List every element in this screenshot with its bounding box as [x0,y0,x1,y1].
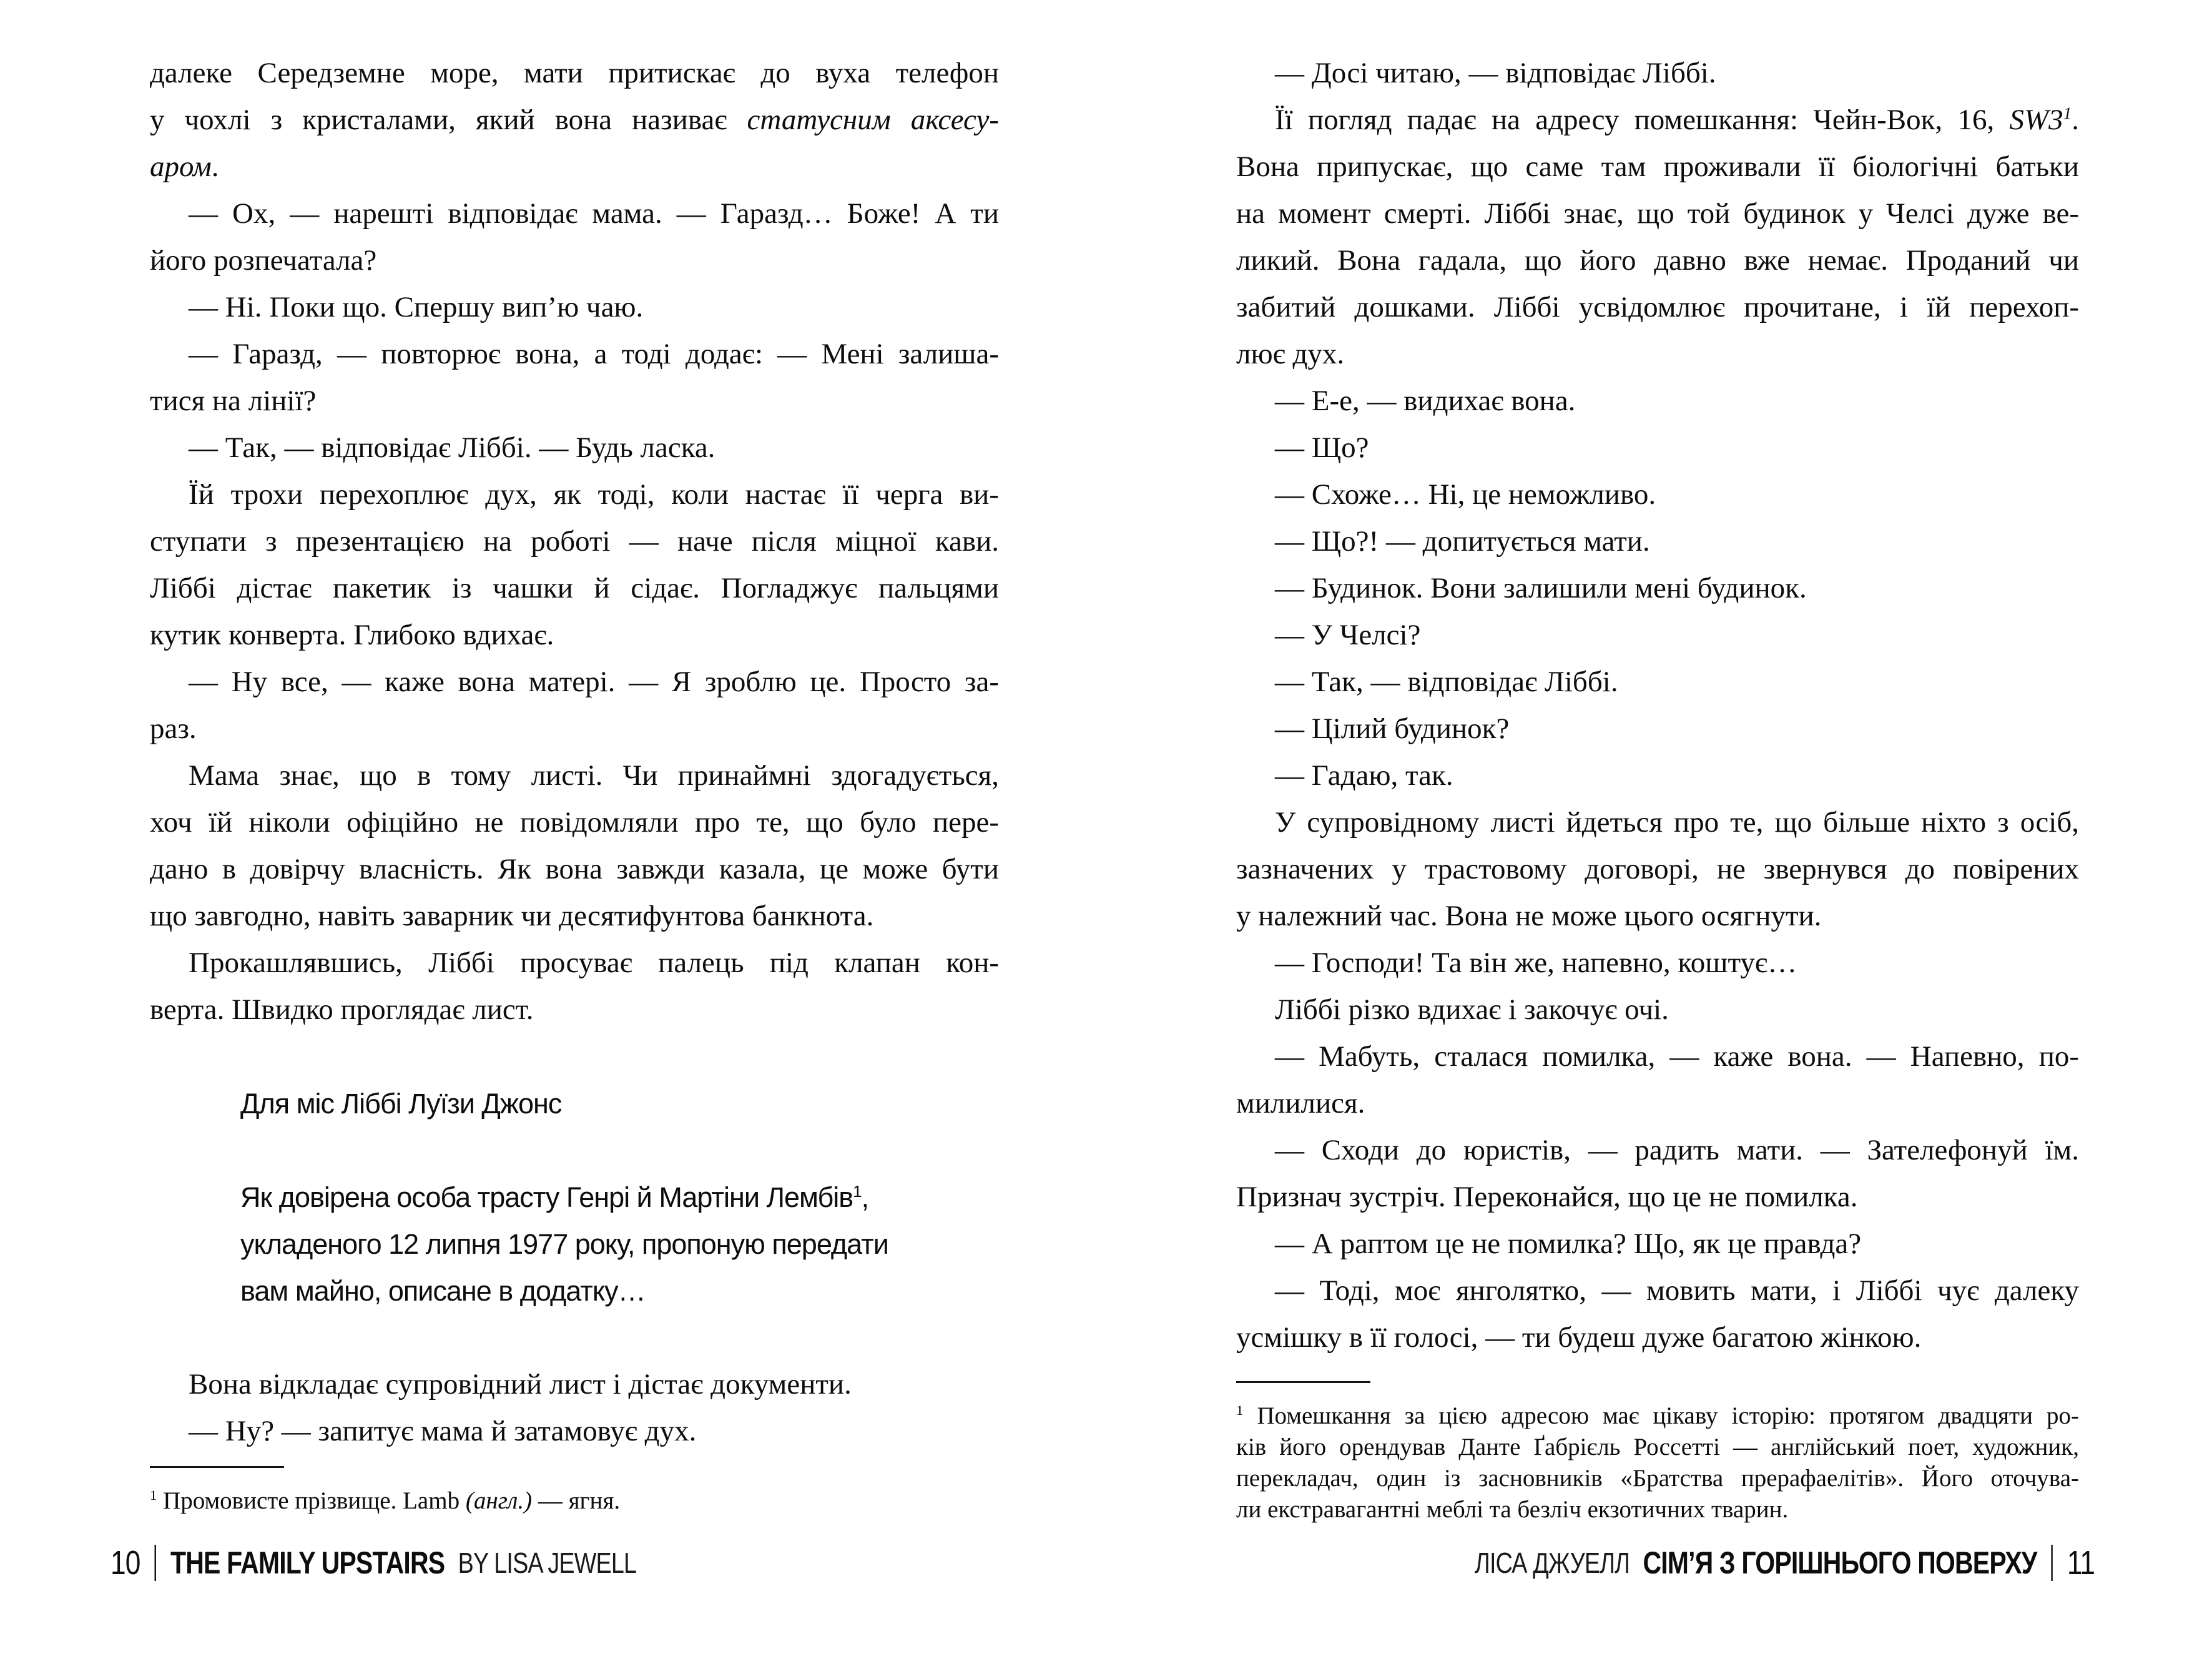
text-line: — У Челсі? [1275,619,1421,651]
text-line: — А раптом це не помилка? Що, як це правда? [1275,1228,1862,1260]
text-line: Для міс Ліббі Луїзи Джонс [240,1088,562,1120]
text-line: Мама знає, що в тому листі. Чи принаймні здогадується, [189,759,999,792]
footer-divider [155,1545,156,1581]
text-line: — Ох, — нарешті відповідає мама. — Гаразд… Боже! А ти [189,197,999,230]
text-line: дано в довірчу власність. Як вона завжди казала, це може бути [150,853,999,885]
paragraph [1236,1221,2079,1268]
text-line: верта. Швидко проглядає лист. [150,993,534,1026]
paragraph [150,471,999,659]
footer-left [111,1541,636,1585]
text-line: тися на лінії? [150,385,317,417]
letter-paragraph [150,1080,999,1127]
text-line: забитий дошками. Ліббі усвідомлює прочитане, і їй перехоп- [1236,291,2079,323]
paragraph [1236,987,2079,1033]
text-line: — Цілий будинок? [1275,712,1510,745]
text-line: милилися. [1236,1087,1365,1120]
text-line: його розпечатала? [150,244,377,277]
text-line: $^1$ Промовисте прізвище. Lamb (англ.) — ягня. [150,1487,621,1514]
page-number: 11 [2067,1544,2095,1582]
text-line: — Будинок. Вони залишили мені будинок. [1275,572,1807,604]
paragraph [1236,378,2079,425]
paragraph [1236,565,2079,612]
book-byline: BY LISA JEWELL [458,1547,637,1579]
paragraph [1236,940,2079,987]
book-title: THE FAMILY UPSTAIRS [170,1545,445,1580]
text-line: Ліббі різко вдихає і закочує очі. [1275,993,1669,1026]
page-right [1106,0,2212,1659]
paragraph [150,190,999,284]
paragraph [1236,471,2079,518]
text-line: ків його орендував Данте Ґабрієль Россетті — англійський поет, художник, [1236,1434,2079,1460]
text-line: ступати з презентацією на роботі — наче після міцної кави. [150,525,999,558]
text-line: далеке Середземне море, мати притискає до вуха телефон [150,57,999,89]
text-line: — Що? [1275,431,1369,464]
book-author: ЛІСА ДЖУЕЛЛ [1474,1547,1630,1579]
text-line: кутик конверта. Глибоко вдихає. [150,619,554,651]
text-line: — Сходи до юристів, — радить мати. — Зателефонуй їм. [1275,1134,2079,1166]
paragraph [1236,50,2079,97]
paragraph [150,659,999,752]
text-line: Признач зустріч. Переконайся, що це не помилка. [1236,1181,1858,1213]
text-line: — Схоже… Ні, це неможливо. [1275,478,1656,511]
paragraph [1236,1268,2079,1361]
text-line: аром. [150,150,219,183]
paragraph [1236,1033,2079,1127]
paragraph [1236,706,2079,752]
paragraph [150,1361,999,1408]
text-line: — Е-е, — видихає вона. [1275,385,1576,417]
text-line: Її погляд падає на адресу помешкання: Чейн-Вок, 16, $SW3^1$. [1275,104,2079,136]
text-line: ли екстравагантні меблі та безліч екзотичних тварин. [1236,1496,1789,1523]
paragraph [150,1408,999,1455]
text-line: — Тоді, моє янголятко, — мовить мати, і Ліббі чує далеку [1275,1274,2079,1307]
text-line: $^1$ Помешкання за цією адресою має цікаву історію: протягом двадцяти ро- [1236,1402,2079,1429]
text-line: хоч їй ніколи офіційно не повідомляли про те, що було пере- [150,806,999,839]
paragraph [1236,518,2079,565]
footnote-lines [150,1485,999,1517]
text-line: що завгодно, навіть заварник чи десятифунтова банкнота. [150,900,874,932]
footnote-left [150,1466,999,1517]
page-number: 10 [111,1544,140,1582]
text-line: Вона припускає, що саме там проживали її біологічні батьки [1236,150,2079,183]
text-line: — Досі читаю, — відповідає Ліббі. [1275,57,1716,89]
paragraph [150,50,999,190]
text-line: у належний час. Вона не може цього осягнути. [1236,900,1822,932]
footer-right [1475,1541,2095,1585]
text-line: лює дух. [1236,338,1345,370]
text-line: Їй трохи перехоплює дух, як тоді, коли настає її черга ви- [189,478,999,511]
paragraph [150,752,999,940]
text-line: — Гадаю, так. [1275,759,1453,792]
letter-paragraph [150,1174,999,1314]
text-line: ликий. Вона гадала, що його давно вже немає. Проданий чи [1236,244,2079,277]
text-line: — Мабуть, сталася помилка, — каже вона. — Напевно, по- [1275,1040,2079,1073]
text-line: зазначених у трастовому договорі, не звернувся до повірених [1236,853,2079,885]
text-line: — Так, — відповідає Ліббі. [1275,666,1618,698]
text-line: вам майно, описане в додатку… [240,1275,646,1307]
footnote-rule [1236,1381,1370,1383]
book-title-localized: СІМ’Я З ГОРІШНЬОГО ПОВЕРХУ [1643,1545,2037,1580]
text-line: раз. [150,712,197,745]
page-left-body [150,50,999,1455]
text-line: — Господи! Та він же, напевно, коштує… [1275,947,1797,979]
paragraph [150,425,999,471]
text-line: Ліббі дістає пакетик із чашки й сідає. Погладжує пальцями [150,572,999,604]
footnote-right [1236,1381,2079,1525]
text-line: — Ну? — запитує мама й затамовує дух. [189,1415,697,1447]
paragraph [1236,659,2079,706]
paragraph [1236,97,2079,378]
paragraph [150,940,999,1033]
paragraph [1236,799,2079,940]
footnote-rule [150,1466,284,1468]
text-line: — Ну все, — каже вона матері. — Я зроблю це. Просто за- [189,666,999,698]
text-line: — Ні. Поки що. Спершу вип’ю чаю. [189,291,644,323]
paragraph [150,284,999,331]
page-right-body [1236,50,2079,1361]
text-line: укладеного 12 липня 1977 року, пропоную передати [240,1228,888,1260]
text-line: У супровідному листі йдеться про те, що більше ніхто з осіб, [1275,806,2079,839]
text-line: — Так, — відповідає Ліббі. — Будь ласка. [189,431,715,464]
text-line: Вона відкладає супровідний лист і дістає документи. [189,1368,852,1401]
paragraph [1236,612,2079,659]
text-line: у чохлі з кристалами, який вона називає статусним аксесу- [150,104,999,136]
text-line: Прокашлявшись, Ліббі просуває палець під клапан кон- [189,947,999,979]
text-line: — Гаразд, — повторює вона, а тоді додає: — Мені залиша- [189,338,999,370]
text-line: — Що?! — допитується мати. [1275,525,1650,558]
footnote-lines [1236,1401,2079,1525]
paragraph [150,331,999,425]
footer-divider [2051,1545,2052,1581]
text-line: перекладач, один із засновників «Братства прерафаелітів». Його оточува- [1236,1465,2079,1492]
paragraph [1236,425,2079,471]
text-line: на момент смерті. Ліббі знає, що той будинок у Челсі дуже ве- [1236,197,2079,230]
paragraph [1236,752,2079,799]
paragraph [1236,1127,2079,1221]
text-line: Як довірена особа трасту Генрі й Мартіни Лембів$^1$, [240,1181,869,1213]
text-line: усмішку в її голосі, — ти будеш дуже багатою жінкою. [1236,1321,1922,1354]
